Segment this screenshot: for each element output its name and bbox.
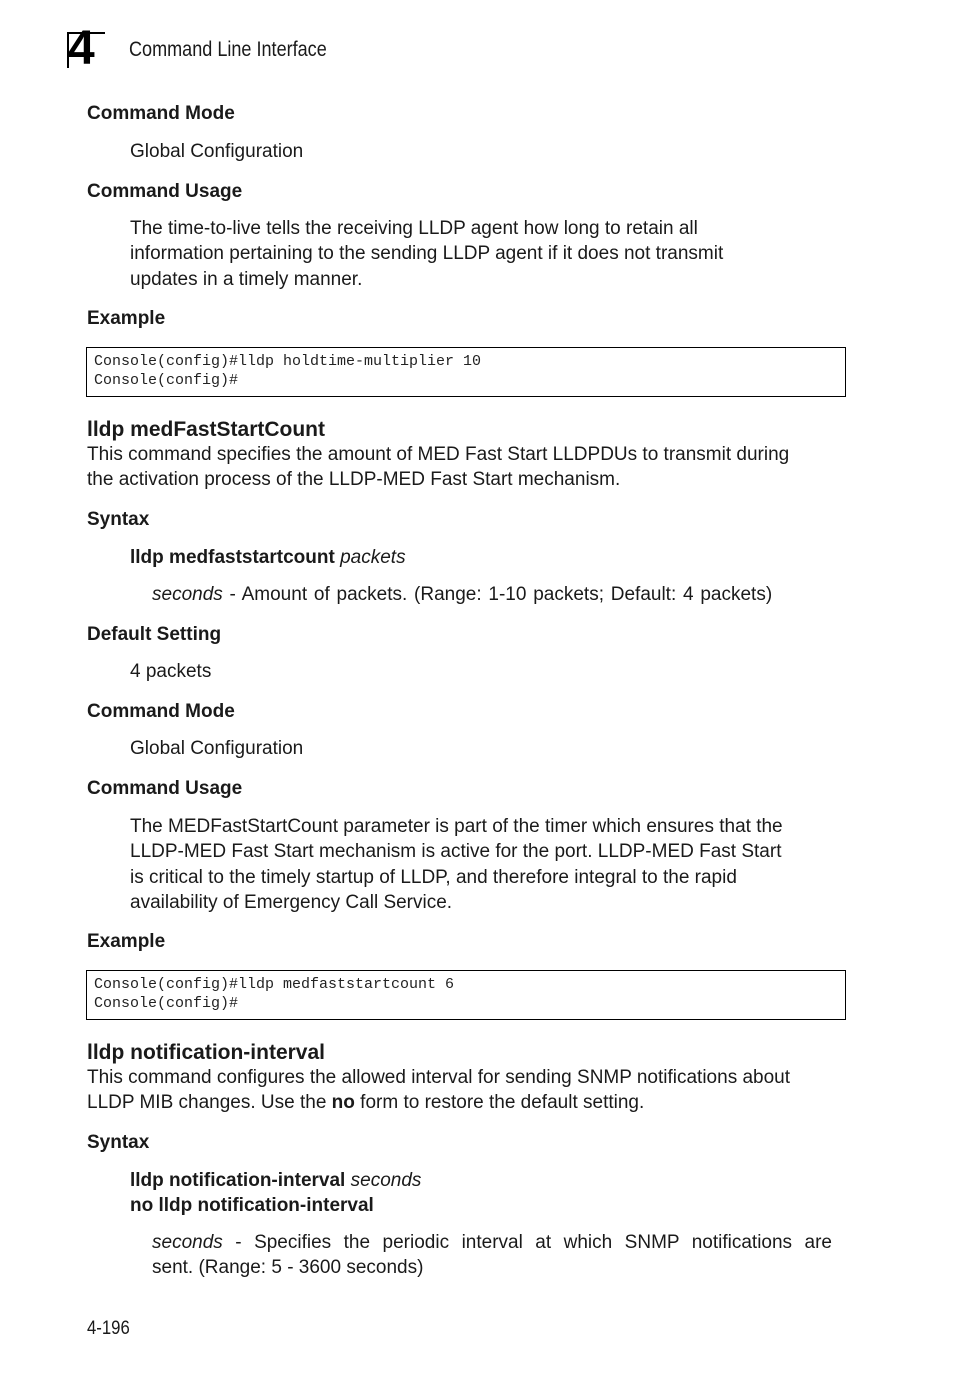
running-title: Command Line Interface	[129, 38, 327, 61]
syntax-command: lldp medfaststartcount	[130, 547, 335, 568]
command-usage-text: The time-to-live tells the receiving LLDP agent how long to retain all information pertaining to the sending LLDP agent if it does not transmit updates in a timely manner.	[130, 218, 724, 290]
page-number: 4-196	[87, 1318, 130, 1339]
syntax-heading: Syntax	[87, 1132, 150, 1153]
syntax-parameter: seconds	[350, 1170, 422, 1191]
code-example: Console(config)#lldp medfaststartcount 6 Console(config)#	[86, 970, 846, 1020]
command-mode-heading: Command Mode	[87, 701, 235, 722]
syntax-heading: Syntax	[87, 509, 150, 530]
command-mode-heading: Command Mode	[87, 103, 235, 124]
command-title: lldp medFastStartCount	[87, 418, 326, 441]
command-mode-value: Global Configuration	[130, 141, 304, 162]
default-setting-value: 4 packets	[130, 661, 212, 682]
parameter-name: seconds	[152, 584, 223, 605]
command-usage-heading: Command Usage	[87, 181, 243, 202]
command-usage-heading: Command Usage	[87, 778, 243, 799]
chapter-number: 4	[68, 22, 95, 75]
syntax-line	[130, 547, 406, 569]
code-example: Console(config)#lldp holdtime-multiplier 10 Console(config)#	[86, 347, 846, 397]
syntax-block	[130, 1168, 421, 1219]
example-heading: Example	[87, 931, 166, 952]
parameter-name: seconds	[152, 1232, 223, 1253]
syntax-parameter: packets	[340, 547, 406, 568]
example-heading: Example	[87, 308, 166, 329]
command-usage-text: The MEDFastStartCount parameter is part of the timer which ensures that the LLDP-MED Fast Start mechanism is active for the port. LLDP-MED Fast Start is critical to the timely startup of LLDP, and therefore integral to the rapid availability of Emergency Call Service.	[130, 816, 783, 913]
syntax-no-command: no lldp notification-interval	[130, 1195, 374, 1217]
no-keyword: no	[331, 1092, 355, 1114]
parameter-description: seconds - Amount of packets. (Range: 1-10 packets; Default: 4 packets)	[152, 584, 773, 605]
default-setting-heading: Default Setting	[87, 624, 222, 645]
parameter-description: seconds - Specifies the periodic interval at which SNMP notifications are sent. (Range: 5 - 3600 seconds)	[152, 1232, 832, 1279]
command-title: lldp notification-interval	[87, 1041, 326, 1064]
command-description: This command specifies the amount of MED Fast Start LLDPDUs to transmit during the activation process of the LLDP-MED Fast Start mechanism.	[87, 444, 790, 491]
command-description: This command configures the allowed interval for sending SNMP notifications about LLDP MIB changes. Use the no form to restore the default setting.	[87, 1067, 791, 1114]
command-mode-value: Global Configuration	[130, 738, 304, 759]
syntax-command: lldp notification-interval	[130, 1170, 346, 1191]
